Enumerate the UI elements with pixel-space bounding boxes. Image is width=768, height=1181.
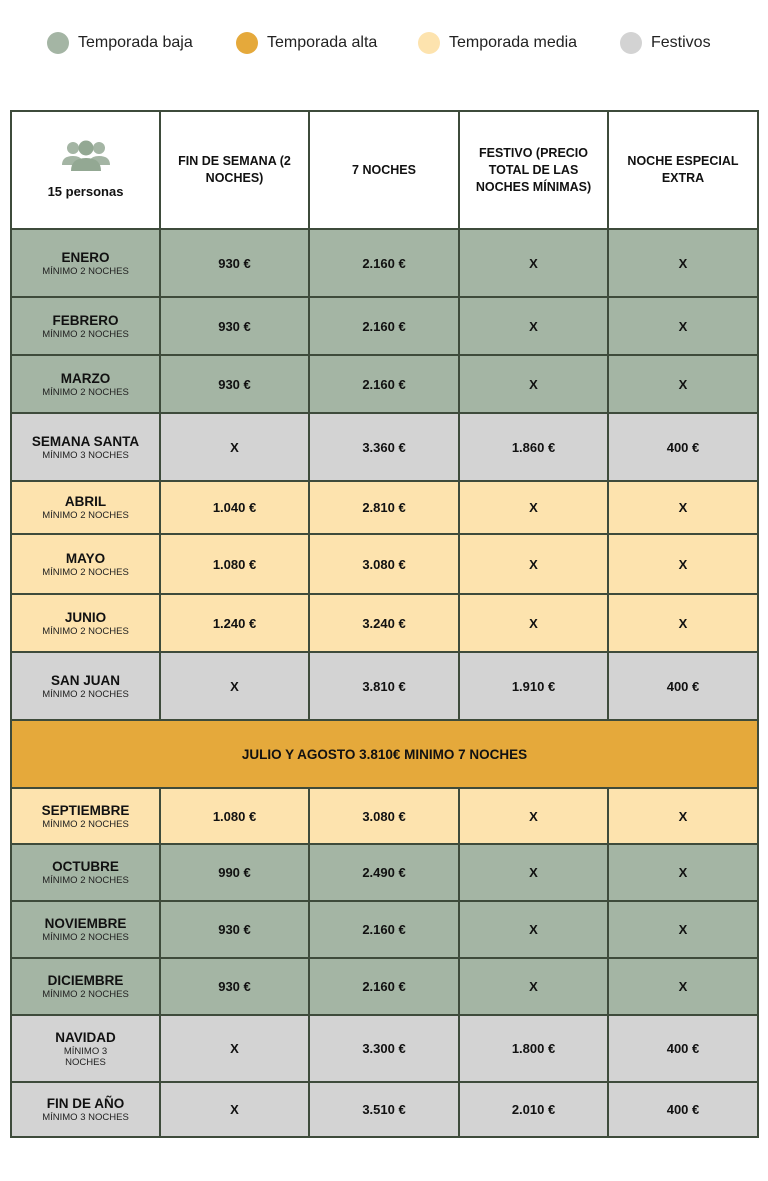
- price-cell: 930 €: [160, 355, 309, 413]
- price-cell: 1.080 €: [160, 534, 309, 594]
- table-row: [11, 958, 758, 1015]
- summer-banner-cell: JULIO Y AGOSTO 3.810€ MINIMO 7 NOCHES: [11, 720, 758, 788]
- month-cell: [11, 1082, 160, 1137]
- month-name: MAYO: [65, 550, 106, 566]
- legend-dot-alta-icon: [236, 32, 258, 54]
- minimum-nights: MÍNIMO 2 NOCHES: [42, 875, 129, 886]
- price-cell: 3.300 €: [309, 1015, 459, 1082]
- price-cell: 2.160 €: [309, 958, 459, 1015]
- price-cell: 2.160 €: [309, 229, 459, 297]
- month-name: DICIEMBRE: [47, 973, 124, 988]
- price-cell: 2.160 €: [309, 355, 459, 413]
- minimum-nights: MÍNIMO 2 NOCHES: [42, 386, 129, 398]
- minimum-nights: MÍNIMO 2 NOCHES: [42, 625, 129, 637]
- price-cell: X: [459, 844, 608, 901]
- legend-label: Temporada baja: [78, 34, 193, 51]
- price-cell: X: [160, 1015, 309, 1082]
- month-name: NAVIDAD: [55, 1029, 116, 1045]
- price-cell: X: [160, 413, 309, 481]
- price-cell: X: [459, 594, 608, 652]
- price-cell: X: [608, 534, 758, 594]
- price-cell: 2.010 €: [459, 1082, 608, 1137]
- month-name: NOVIEMBRE: [44, 916, 127, 931]
- minimum-nights: MÍNIMO 3 NOCHES: [63, 1045, 108, 1068]
- legend-dot-festivos-icon: [620, 32, 642, 54]
- month-name: MARZO: [60, 370, 111, 386]
- price-cell: 2.160 €: [309, 297, 459, 355]
- month-name: ABRIL: [64, 494, 107, 509]
- month-cell: [11, 413, 160, 481]
- price-cell: X: [608, 958, 758, 1015]
- price-cell: 1.860 €: [459, 413, 608, 481]
- price-cell: 3.510 €: [309, 1082, 459, 1137]
- price-cell: 1.240 €: [160, 594, 309, 652]
- month-name: FIN DE AÑO: [46, 1096, 125, 1111]
- price-cell: 3.810 €: [309, 652, 459, 720]
- minimum-nights: MÍNIMO 2 NOCHES: [42, 566, 129, 578]
- price-cell: X: [608, 229, 758, 297]
- season-legend: [0, 32, 768, 62]
- price-cell: 400 €: [608, 413, 758, 481]
- month-name: OCTUBRE: [52, 859, 119, 874]
- price-cell: X: [459, 958, 608, 1015]
- price-cell: X: [160, 652, 309, 720]
- legend-item-festivos: [620, 32, 711, 54]
- legend-label: Festivos: [651, 34, 711, 51]
- price-cell: 1.040 €: [160, 481, 309, 534]
- price-cell: 400 €: [608, 652, 758, 720]
- group-size-label: 15 personas: [47, 184, 124, 199]
- header-festivo: FESTIVO (PRECIO TOTAL DE LAS NOCHES MÍNIMAS): [459, 111, 608, 229]
- month-name: FEBRERO: [52, 312, 119, 328]
- month-cell: [11, 901, 160, 958]
- month-cell: [11, 788, 160, 844]
- month-cell: [11, 481, 160, 534]
- price-cell: 930 €: [160, 901, 309, 958]
- table-row: [11, 594, 758, 652]
- price-cell: 2.810 €: [309, 481, 459, 534]
- price-cell: 930 €: [160, 297, 309, 355]
- month-cell: [11, 844, 160, 901]
- minimum-nights: MÍNIMO 2 NOCHES: [42, 510, 129, 521]
- people-group-icon: [60, 139, 112, 173]
- legend-item-media: [418, 32, 577, 54]
- price-cell: 930 €: [160, 229, 309, 297]
- price-cell: 930 €: [160, 958, 309, 1015]
- price-cell: 3.360 €: [309, 413, 459, 481]
- header-7-noches: 7 NOCHES: [309, 111, 459, 229]
- legend-dot-media-icon: [418, 32, 440, 54]
- price-table: [10, 110, 759, 1138]
- table-row: [11, 901, 758, 958]
- table-row: [11, 355, 758, 413]
- minimum-nights: MÍNIMO 2 NOCHES: [42, 989, 129, 1000]
- month-cell: [11, 534, 160, 594]
- price-cell: X: [459, 481, 608, 534]
- price-cell: X: [459, 901, 608, 958]
- price-cell: 1.080 €: [160, 788, 309, 844]
- price-cell: X: [608, 481, 758, 534]
- minimum-nights: MÍNIMO 2 NOCHES: [42, 818, 129, 830]
- table-row: [11, 652, 758, 720]
- price-cell: X: [459, 297, 608, 355]
- price-cell: X: [608, 594, 758, 652]
- table-row: [11, 844, 758, 901]
- price-cell: 1.800 €: [459, 1015, 608, 1082]
- minimum-nights: MÍNIMO 3 NOCHES: [42, 1112, 129, 1123]
- legend-item-alta: [236, 32, 377, 54]
- price-cell: 400 €: [608, 1015, 758, 1082]
- price-cell: X: [459, 355, 608, 413]
- price-cell: X: [608, 788, 758, 844]
- price-cell: 2.490 €: [309, 844, 459, 901]
- month-name: SEMANA SANTA: [31, 433, 140, 449]
- month-cell: [11, 229, 160, 297]
- price-cell: X: [608, 355, 758, 413]
- table-row: [11, 297, 758, 355]
- table-row: [11, 413, 758, 481]
- table-row: [11, 481, 758, 534]
- price-cell: 3.240 €: [309, 594, 459, 652]
- minimum-nights: MÍNIMO 2 NOCHES: [42, 265, 129, 277]
- price-cell: X: [459, 229, 608, 297]
- legend-item-baja: [47, 32, 193, 54]
- legend-dot-baja-icon: [47, 32, 69, 54]
- price-cell: X: [459, 534, 608, 594]
- minimum-nights: MÍNIMO 2 NOCHES: [42, 688, 129, 700]
- table-row: [11, 788, 758, 844]
- table-header-row: [11, 111, 758, 229]
- minimum-nights: MÍNIMO 2 NOCHES: [42, 328, 129, 340]
- month-cell: [11, 1015, 160, 1082]
- table-row: [11, 534, 758, 594]
- price-cell: 400 €: [608, 1082, 758, 1137]
- price-cell: 3.080 €: [309, 788, 459, 844]
- month-cell: [11, 297, 160, 355]
- month-cell: [11, 652, 160, 720]
- price-cell: X: [459, 788, 608, 844]
- price-cell: 3.080 €: [309, 534, 459, 594]
- table-row: [11, 720, 758, 788]
- month-cell: [11, 958, 160, 1015]
- header-noche-especial: NOCHE ESPECIAL EXTRA: [608, 111, 758, 229]
- price-cell: 2.160 €: [309, 901, 459, 958]
- header-fin-de-semana: FIN DE SEMANA (2 NOCHES): [160, 111, 309, 229]
- price-cell: X: [160, 1082, 309, 1137]
- price-cell: 1.910 €: [459, 652, 608, 720]
- price-cell: X: [608, 844, 758, 901]
- price-cell: 990 €: [160, 844, 309, 901]
- month-name: SEPTIEMBRE: [41, 802, 130, 818]
- month-cell: [11, 594, 160, 652]
- table-row: [11, 1015, 758, 1082]
- legend-label: Temporada media: [449, 34, 578, 51]
- legend-label: Temporada alta: [267, 34, 378, 51]
- price-cell: X: [608, 901, 758, 958]
- minimum-nights: MÍNIMO 3 NOCHES: [42, 449, 129, 461]
- table-body: [11, 229, 758, 1137]
- price-cell: X: [608, 297, 758, 355]
- table-row: [11, 1082, 758, 1137]
- month-cell: [11, 355, 160, 413]
- table-row: [11, 229, 758, 297]
- month-name: SAN JUAN: [50, 672, 120, 688]
- minimum-nights: MÍNIMO 2 NOCHES: [42, 932, 129, 943]
- corner-cell: [11, 111, 160, 229]
- month-name: JUNIO: [64, 609, 107, 625]
- month-name: ENERO: [61, 249, 110, 265]
